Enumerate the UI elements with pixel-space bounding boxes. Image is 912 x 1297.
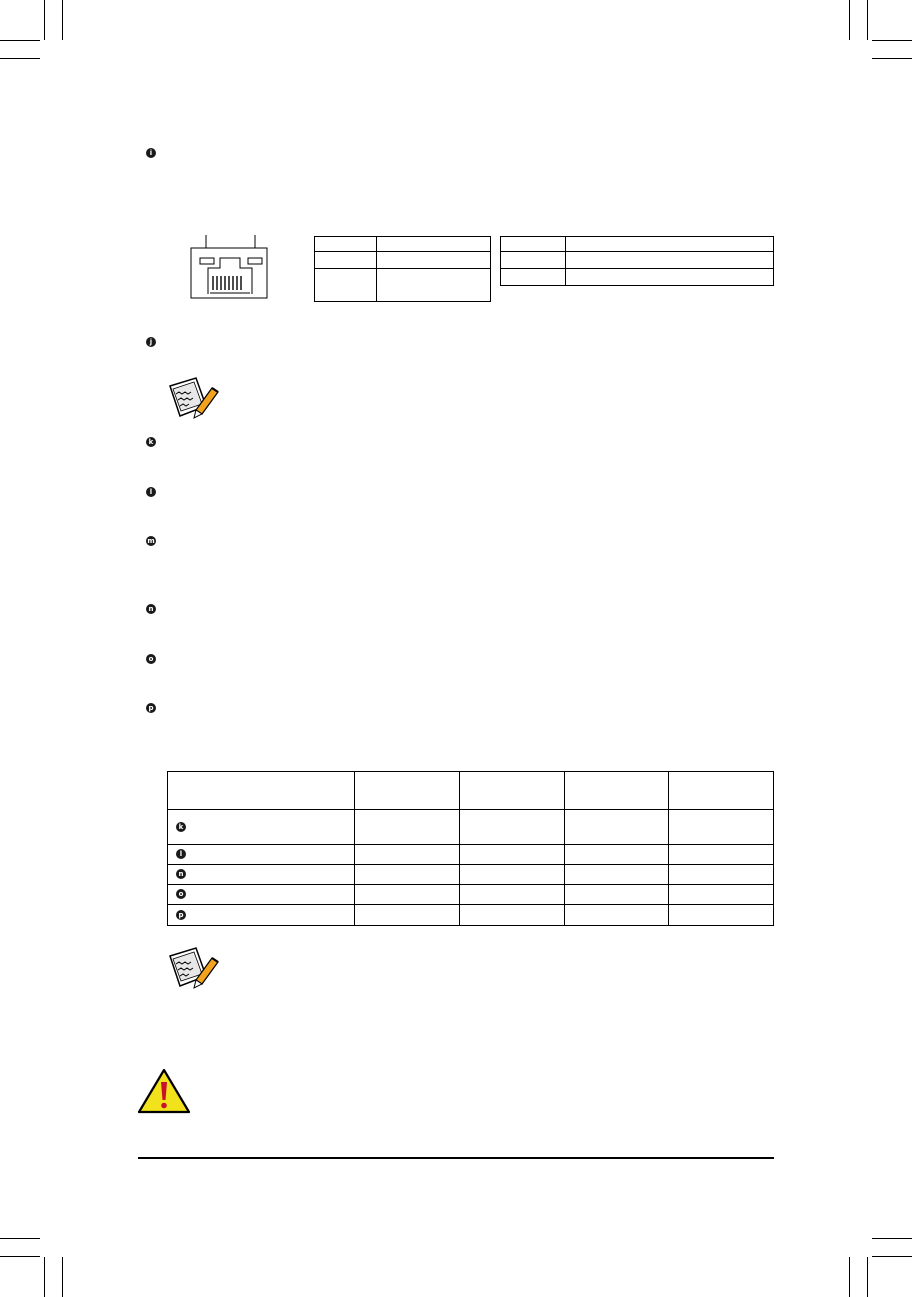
table-row: [168, 885, 774, 905]
table-cell: [460, 865, 565, 885]
table-header-cell: [168, 772, 355, 810]
bullet-j: j: [146, 337, 156, 347]
table-cell: [315, 237, 377, 252]
table-cell: [501, 237, 566, 252]
table-row-label: [168, 865, 355, 885]
table-cell: [565, 905, 669, 926]
bullet-p-marker: p: [176, 910, 186, 920]
note-pencil-icon: [166, 946, 222, 992]
table-cell: [565, 885, 669, 905]
audio-config-table: [167, 771, 774, 926]
table-cell: [566, 269, 774, 286]
table-header-cell: [460, 772, 565, 810]
table-header-cell: [669, 772, 774, 810]
table-cell: [315, 269, 377, 302]
table-cell: [566, 252, 774, 269]
table-row: [168, 845, 774, 865]
warning-triangle-icon: [137, 1068, 191, 1114]
table-cell: [355, 865, 460, 885]
table-cell: [460, 845, 565, 865]
rj45-port-icon: [190, 232, 270, 302]
bullet-l: l: [146, 487, 156, 497]
table-header-cell: [565, 772, 669, 810]
table-row-label: [168, 845, 355, 865]
bullet-o-marker: o: [176, 889, 186, 899]
table-cell: [355, 885, 460, 905]
table-cell: [566, 237, 774, 252]
table-row: [168, 810, 774, 845]
table-cell: [355, 845, 460, 865]
note-pencil-icon: [166, 376, 222, 422]
table-cell: [460, 905, 565, 926]
table-cell: [501, 269, 566, 286]
table-cell: [669, 905, 774, 926]
bullet-n: n: [146, 604, 156, 614]
footer-rule: [138, 1157, 774, 1159]
table-cell: [669, 865, 774, 885]
table-cell: [377, 269, 491, 302]
lan-led-table-speed: [314, 236, 491, 302]
table-cell: [460, 810, 565, 845]
table-cell: [565, 810, 669, 845]
bullet-o: o: [146, 654, 156, 664]
table-cell: [377, 252, 491, 269]
bullet-k: k: [146, 437, 156, 447]
table-row: [168, 905, 774, 926]
table-cell: [669, 885, 774, 905]
bullet-m: m: [147, 537, 155, 545]
table-header-cell: [355, 772, 460, 810]
bullet-p: p: [146, 703, 156, 713]
table-cell: [377, 237, 491, 252]
table-header-row: [168, 772, 774, 810]
table-cell: [315, 252, 377, 269]
table-cell: [669, 845, 774, 865]
bullet-l-marker: l: [176, 849, 186, 859]
bullet-i: i: [146, 148, 156, 158]
table-cell: [669, 810, 774, 845]
table-cell: [355, 905, 460, 926]
table-row-label: [168, 885, 355, 905]
table-cell: [501, 252, 566, 269]
table-row-label: [168, 905, 355, 926]
table-cell: [565, 865, 669, 885]
bullet-n-marker: n: [176, 869, 186, 879]
table-cell: [355, 810, 460, 845]
lan-led-table-activity: [500, 236, 774, 286]
bullet-k-marker: k: [176, 822, 186, 832]
table-row-label: [168, 810, 355, 845]
table-cell: [565, 845, 669, 865]
table-cell: [460, 885, 565, 905]
table-row: [168, 865, 774, 885]
